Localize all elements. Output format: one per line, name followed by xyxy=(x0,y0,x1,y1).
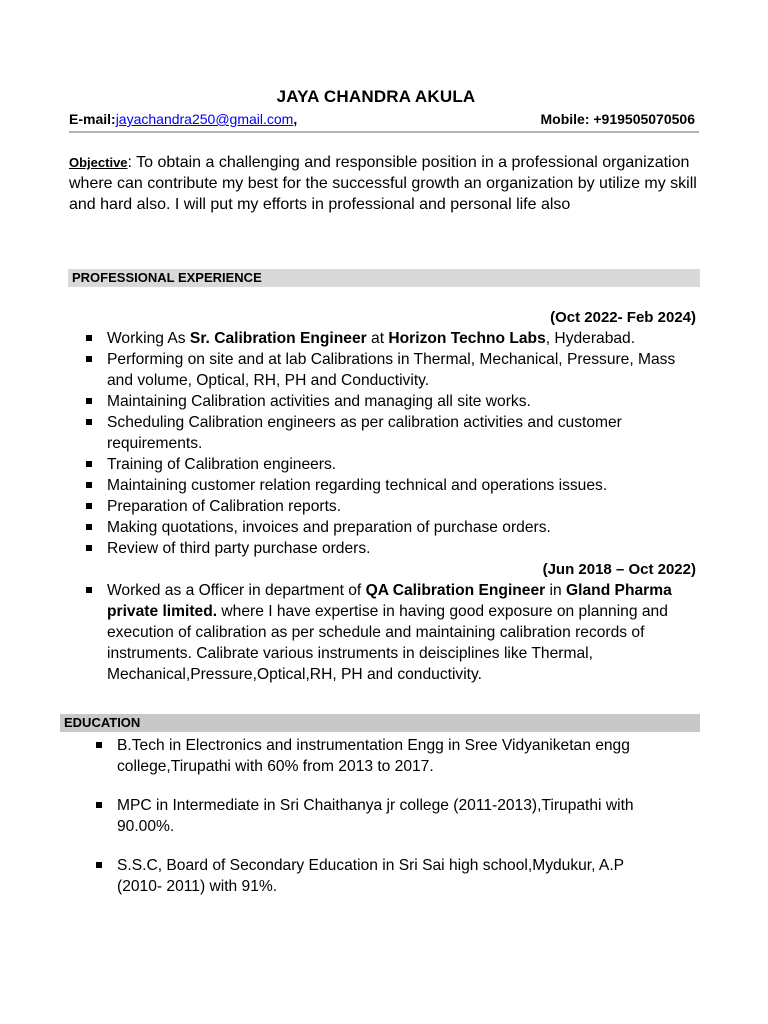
education-list xyxy=(91,735,651,915)
job2-text-pre: Worked as a Officer in department of xyxy=(107,582,366,599)
bullet-icon xyxy=(86,524,92,530)
job2-text-mid: in xyxy=(545,582,567,599)
job2-role: QA Calibration Engineer xyxy=(365,582,546,599)
list-item xyxy=(81,412,681,454)
list-item xyxy=(81,328,681,349)
job1-role: Sr. Calibration Engineer xyxy=(189,330,367,347)
bullet-icon xyxy=(86,398,92,404)
list-item xyxy=(81,454,681,475)
job1-company: Horizon Techno Labs xyxy=(388,330,546,347)
job1-item: Preparation of Calibration reports. xyxy=(107,498,342,515)
job1-item: Training of Calibration engineers. xyxy=(107,456,337,473)
job1-item: Performing on site and at lab Calibrations in Thermal, Mechanical, Pressure, Mass and volume, Optical, RH, PH and Conductivity. xyxy=(107,351,676,389)
list-item xyxy=(81,391,681,412)
job1-item: Making quotations, invoices and preparation of purchase orders. xyxy=(107,519,551,536)
bullet-icon xyxy=(96,802,102,808)
list-item xyxy=(91,735,651,777)
email-suffix: , xyxy=(293,111,298,127)
education-item: MPC in Intermediate in Sri Chaithanya jr college (2011-2013),Tirupathi with 90.00%. xyxy=(117,797,634,835)
mobile-group xyxy=(540,111,695,127)
mobile-value: : +919505070506 xyxy=(584,111,695,127)
contact-line xyxy=(69,111,699,133)
objective-text: : To obtain a challenging and responsible position in a professional organization where can contribute my best for the successful growth an organization by utilize my skill and hard also. I will put my efforts in professional and personal life also xyxy=(69,154,697,213)
candidate-name: JAYA CHANDRA AKULA xyxy=(276,87,476,106)
bullet-icon xyxy=(96,742,102,748)
list-item xyxy=(91,855,651,897)
education-heading: EDUCATION xyxy=(60,714,700,732)
list-item xyxy=(81,517,681,538)
job1-text-pre: Working As xyxy=(107,330,190,347)
bullet-icon xyxy=(96,862,102,868)
bullet-icon xyxy=(86,356,92,362)
job1-item: Scheduling Calibration engineers as per calibration activities and customer requirements. xyxy=(107,414,622,452)
job1-dates: (Oct 2022- Feb 2024) xyxy=(550,309,696,326)
job1-list xyxy=(81,328,681,559)
list-item xyxy=(81,496,681,517)
job1-text-post: , Hyderabad. xyxy=(545,330,636,347)
job2-text-post: where I have expertise in having good exposure on planning and execution of calibration as per schedule and maintaining calibration records of instruments. Calibrate various instruments in deisciplines like Thermal, Mechanical,Pressure,Optical,RH, PH and conductivity. xyxy=(107,603,668,683)
list-item xyxy=(81,538,681,559)
email-label: E-mail: xyxy=(69,111,116,127)
bullet-icon xyxy=(86,545,92,551)
objective-label: Objective xyxy=(69,155,128,170)
list-item xyxy=(81,349,681,391)
list-item xyxy=(81,475,681,496)
job1-item: Maintaining Calibration activities and managing all site works. xyxy=(107,393,531,410)
education-item: S.S.C, Board of Secondary Education in Sri Sai high school,Mydukur, A.P (2010- 2011) with 91%. xyxy=(117,857,624,895)
job1-item: Review of third party purchase orders. xyxy=(107,540,371,557)
job2-company: Gland Pharma private limited. xyxy=(107,582,672,620)
education-item: B.Tech in Electronics and instrumentation Engg in Sree Vidyaniketan engg college,Tirupathi with 60% from 2013 to 2017. xyxy=(117,737,630,775)
bullet-icon xyxy=(86,503,92,509)
objective-paragraph xyxy=(69,152,709,215)
job2-list xyxy=(81,580,701,685)
list-item xyxy=(91,795,651,837)
job1-item: Maintaining customer relation regarding technical and operations issues. xyxy=(107,477,608,494)
bullet-icon xyxy=(86,419,92,425)
bullet-icon xyxy=(86,482,92,488)
email-link[interactable]: jayachandra250@gmail.com xyxy=(115,111,294,127)
bullet-icon xyxy=(86,335,92,341)
job2-dates: (Jun 2018 – Oct 2022) xyxy=(542,561,696,578)
email-label-group xyxy=(69,111,297,127)
bullet-icon xyxy=(86,461,92,467)
bullet-icon xyxy=(86,587,92,593)
experience-heading: PROFESSIONAL EXPERIENCE xyxy=(68,269,700,287)
mobile-label: Mobile xyxy=(540,111,585,127)
list-item xyxy=(81,580,701,685)
job1-text-mid: at xyxy=(366,330,389,347)
